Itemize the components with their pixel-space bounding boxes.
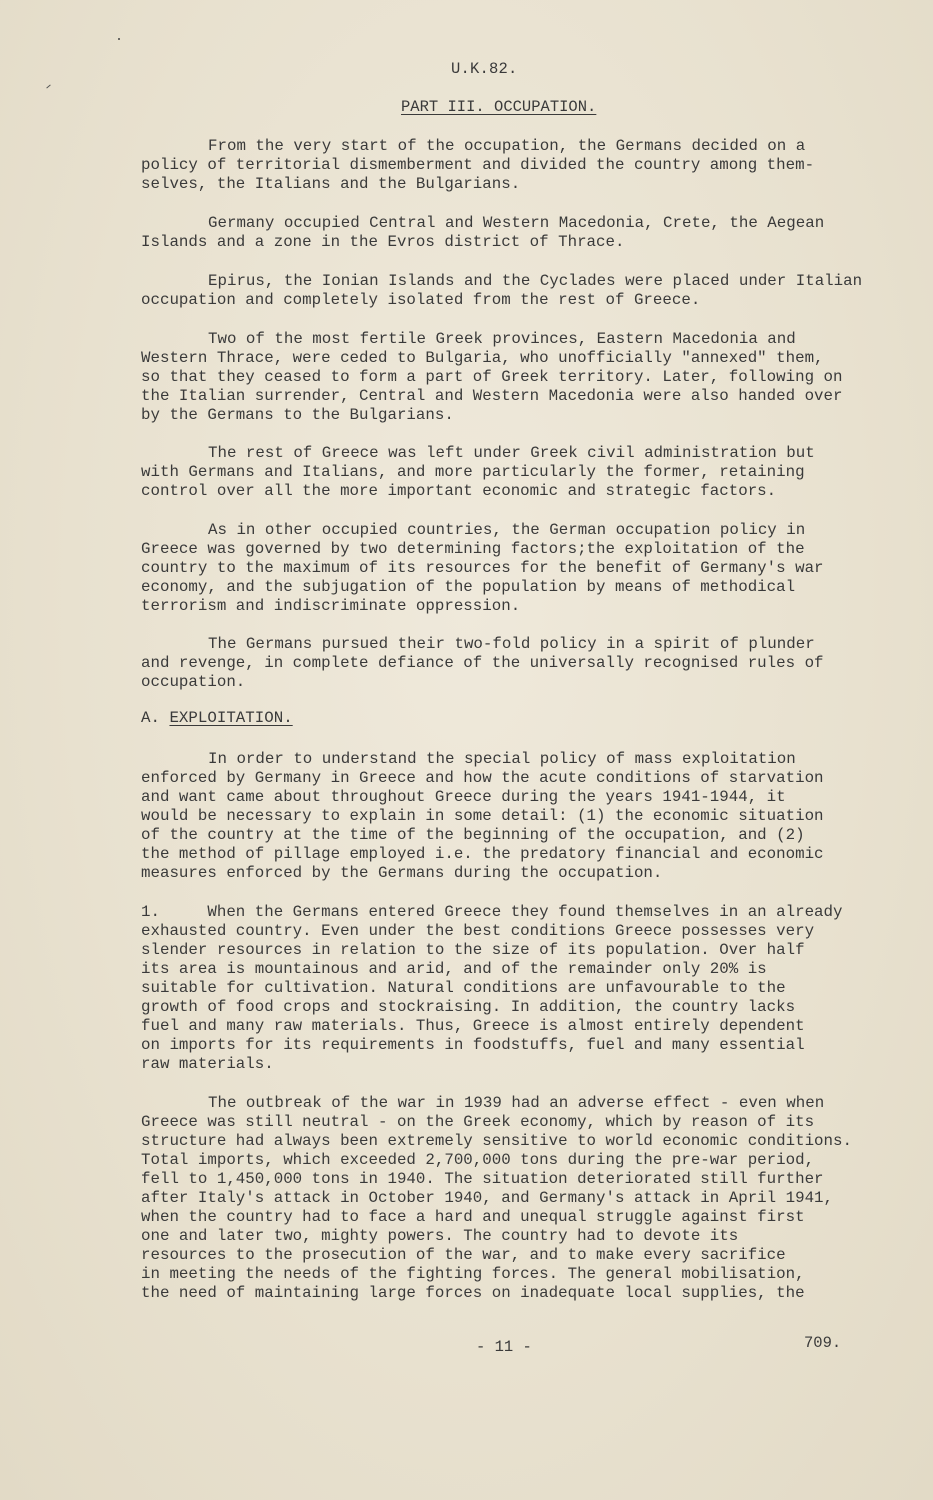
text-line: Total imports, which exceeded 2,700,000 tons during the pre-war period, [141, 1151, 815, 1169]
text-line: raw materials. [141, 1055, 274, 1073]
text-line: when the country had to face a hard and unequal struggle against first [141, 1208, 805, 1226]
text-line: enforced by Germany in Greece and how the acute conditions of starvation [141, 769, 824, 787]
page-number: - 11 - [476, 1338, 532, 1356]
text-line: fell to 1,450,000 tons in 1940. The situation deteriorated still further [141, 1170, 824, 1188]
folio-number: 709. [804, 1334, 842, 1352]
text-line: the need of maintaining large forces on inadequate local supplies, the [141, 1284, 805, 1302]
text-line: and revenge, in complete defiance of the universally recognised rules of [141, 654, 824, 672]
ink-speck [118, 38, 120, 40]
text-line: Germany occupied Central and Western Macedonia, Crete, the Aegean [208, 214, 825, 232]
text-line: growth of food crops and stockraising. In addition, the country lacks [141, 998, 796, 1016]
text-line: The outbreak of the war in 1939 had an adverse effect - even when [208, 1094, 825, 1112]
text-line: The Germans pursued their two-fold policy in a spirit of plunder [208, 635, 815, 653]
text-line: would be necessary to explain in some detail: (1) the economic situation [141, 807, 824, 825]
text-line: in meeting the needs of the fighting forces. The general mobilisation, [141, 1265, 805, 1283]
text-line: suitable for cultivation. Natural conditions are unfavourable to the [141, 979, 786, 997]
text-line: slender resources in relation to the size of its population. Over half [141, 941, 805, 959]
text-line: so that they ceased to form a part of Greek territory. Later, following on [141, 368, 843, 386]
text-line: occupation. [141, 673, 246, 691]
text-line: resources to the prosecution of the war, and to make every sacrifice [141, 1246, 786, 1264]
text-line: control over all the more important economic and strategic factors. [141, 482, 777, 500]
text-line: one and later two, mighty powers. The country had to devote its [141, 1227, 739, 1245]
text-line: The rest of Greece was left under Greek civil administration but [208, 444, 815, 462]
text-line: and want came about throughout Greece during the years 1941-1944, it [141, 788, 786, 806]
text-line: From the very start of the occupation, the Germans decided on a [208, 137, 806, 155]
text-line: 1. When the Germans entered Greece they found themselves in an already [141, 903, 843, 921]
text-line: Epirus, the Ionian Islands and the Cyclades were placed under Italian [208, 272, 863, 290]
text-line: by the Germans to the Bulgarians. [141, 406, 454, 424]
text-line: occupation and completely isolated from the rest of Greece. [141, 291, 701, 309]
text-line: of the country at the time of the beginning of the occupation, and (2) [141, 826, 805, 844]
text-line: measures enforced by the Germans during the occupation. [141, 864, 663, 882]
text-line: country to the maximum of its resources for the benefit of Germany's war [141, 559, 824, 577]
document-reference: U.K.82. [451, 60, 518, 78]
text-line: Greece was still neutral - on the Greek economy, which by reason of its [141, 1113, 815, 1131]
text-line: In order to understand the special policy of mass exploitation [208, 750, 796, 768]
text-line: economy, and the subjugation of the population by means of methodical [141, 578, 796, 596]
text-line: Western Thrace, were ceded to Bulgaria, who unofficially "annexed" them, [141, 349, 824, 367]
margin-mark [46, 85, 50, 89]
text-line: exhausted country. Even under the best conditions Greece possesses very [141, 922, 815, 940]
text-line: terrorism and indiscriminate oppression. [141, 597, 521, 615]
text-line: fuel and many raw materials. Thus, Greece is almost entirely dependent [141, 1017, 805, 1035]
section-title: EXPLOITATION. [169, 709, 293, 727]
text-line: on imports for its requirements in foodstuffs, fuel and many essential [141, 1036, 805, 1054]
part-title: PART III. OCCUPATION. [401, 98, 597, 116]
text-line: its area is mountainous and arid, and of the remainder only 20% is [141, 960, 767, 978]
text-line: the Italian surrender, Central and Western Macedonia were also handed over [141, 387, 843, 405]
text-line: structure had always been extremely sensitive to world economic conditions. [141, 1132, 852, 1150]
text-line: the method of pillage employed i.e. the predatory financial and economic [141, 845, 824, 863]
text-line: Two of the most fertile Greek provinces, Eastern Macedonia and [208, 330, 796, 348]
text-line: As in other occupied countries, the German occupation policy in [208, 521, 806, 539]
text-line: Greece was governed by two determining factors;the exploitation of the [141, 540, 805, 558]
text-line: Islands and a zone in the Evros district of Thrace. [141, 233, 625, 251]
text-line: selves, the Italians and the Bulgarians. [141, 175, 521, 193]
text-line: policy of territorial dismemberment and divided the country among them- [141, 156, 815, 174]
text-line: with Germans and Italians, and more particularly the former, retaining [141, 463, 805, 481]
section-prefix: A. [141, 709, 170, 727]
section-heading [141, 709, 293, 727]
text-line: after Italy's attack in October 1940, and Germany's attack in April 1941, [141, 1189, 834, 1207]
